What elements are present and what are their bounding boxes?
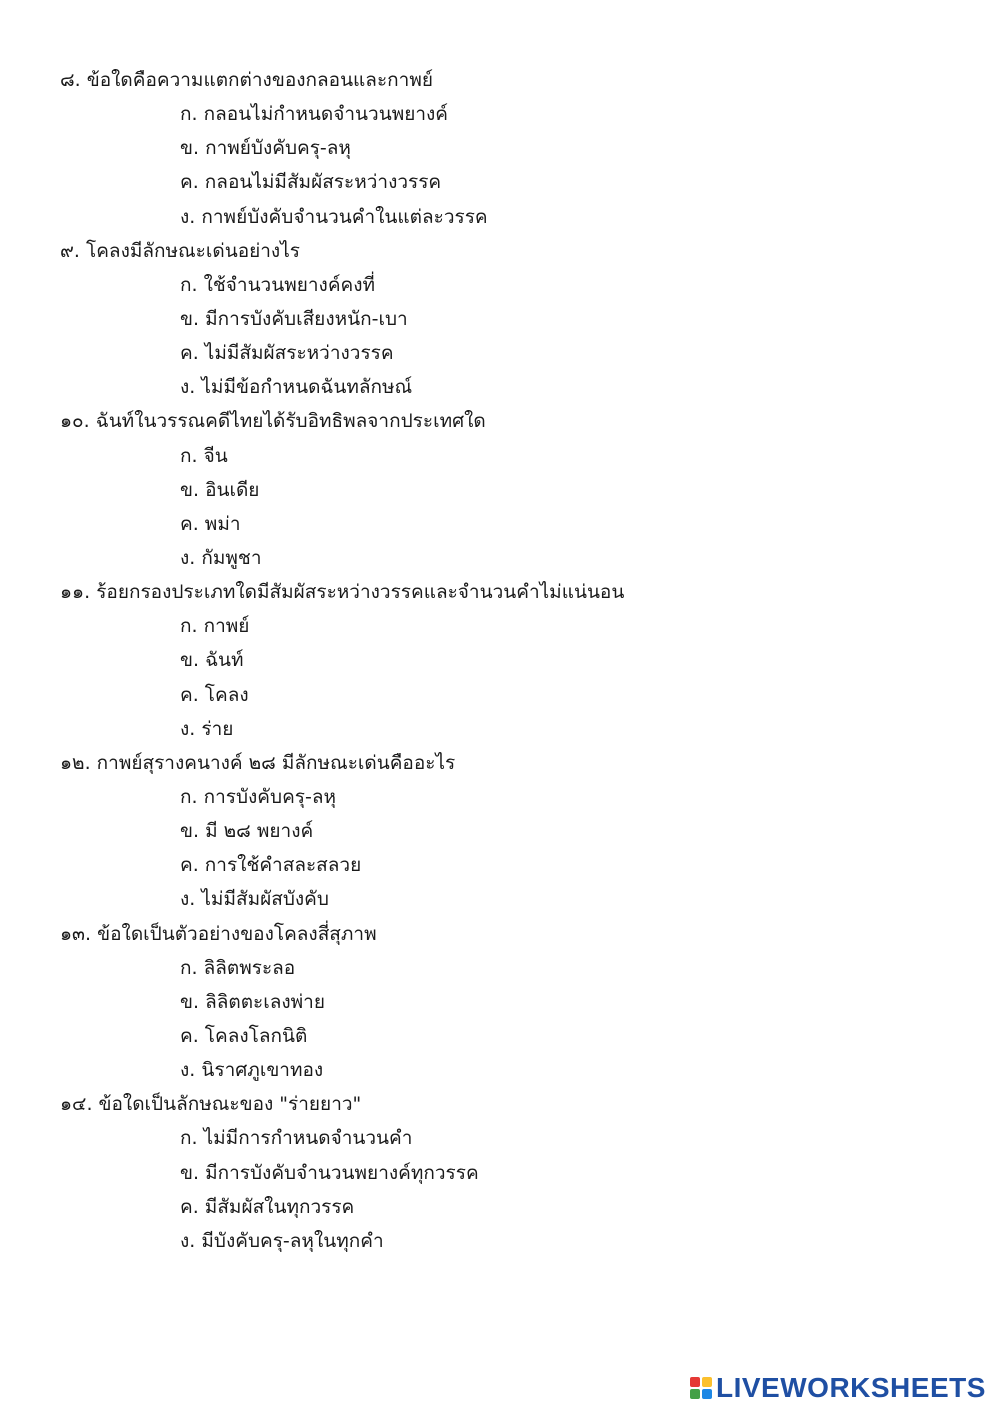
answer-option	[60, 1156, 960, 1190]
question-text: โคลงมีลักษณะเด่นอย่างไร	[86, 239, 300, 262]
option-text: ลิลิตตะเลงพ่าย	[205, 990, 325, 1013]
option-letter: ค.	[180, 683, 199, 706]
logo-mark-tile	[690, 1389, 700, 1399]
option-letter: ค.	[180, 171, 199, 194]
answer-option	[60, 1190, 960, 1224]
question-item	[60, 63, 960, 97]
answer-option	[60, 473, 960, 507]
question-item	[60, 575, 960, 609]
option-text: มีสัมผัสในทุกวรรค	[204, 1195, 355, 1218]
answer-option	[60, 541, 960, 575]
option-letter: ง.	[180, 546, 196, 569]
option-text: ลิลิตพระลอ	[203, 956, 296, 979]
option-text: ฉันท์	[205, 649, 244, 672]
option-letter: ก.	[180, 1127, 198, 1150]
option-text: ไม่มีสัมผัสระหว่างวรรค	[204, 342, 394, 365]
question-text: ฉันท์ในวรรณคดีไทยได้รับอิทธิพลจากประเทศใด	[95, 410, 486, 433]
option-text: จีน	[203, 444, 228, 467]
answer-option	[60, 1121, 960, 1155]
logo-mark-tile	[690, 1377, 700, 1387]
option-letter: ค.	[180, 512, 199, 535]
option-letter: ง.	[180, 205, 196, 228]
question-item	[60, 917, 960, 951]
liveworksheets-logo	[690, 1372, 986, 1404]
answer-option	[60, 370, 960, 404]
answer-option	[60, 336, 960, 370]
question-number: ๑๔.	[60, 1093, 93, 1116]
answer-option	[60, 609, 960, 643]
logo-mark-tile	[702, 1377, 712, 1387]
question-text: ข้อใดเป็นตัวอย่างของโคลงสี่สุภาพ	[97, 922, 377, 945]
answer-option	[60, 1224, 960, 1258]
option-letter: ง.	[180, 717, 196, 740]
option-letter: ข.	[180, 820, 200, 843]
answer-option	[60, 165, 960, 199]
option-text: การใช้คำสละสลวย	[204, 854, 362, 877]
liveworksheets-logo-text: LIVEWORKSHEETS	[716, 1372, 986, 1403]
option-text: กาพย์	[203, 615, 250, 638]
answer-option	[60, 302, 960, 336]
option-letter: ก.	[180, 444, 198, 467]
option-letter: ค.	[180, 1195, 199, 1218]
option-text: ใช้จำนวนพยางค์คงที่	[203, 273, 376, 296]
answer-option	[60, 97, 960, 131]
option-letter: ง.	[180, 1229, 196, 1252]
question-item	[60, 234, 960, 268]
option-text: ไม่มีข้อกำหนดฉันทลักษณ์	[201, 376, 413, 399]
option-letter: ง.	[180, 888, 196, 911]
option-text: มีการบังคับจำนวนพยางค์ทุกวรรค	[205, 1161, 479, 1184]
option-text: ร่าย	[201, 717, 234, 740]
answer-option	[60, 678, 960, 712]
option-letter: ก.	[180, 785, 198, 808]
option-text: การบังคับครุ-ลหุ	[203, 785, 337, 808]
option-letter: ค.	[180, 854, 199, 877]
question-text: ข้อใดคือความแตกต่างของกลอนและกาพย์	[86, 69, 433, 91]
answer-option	[60, 131, 960, 165]
option-letter: ข.	[180, 307, 200, 330]
question-number: ๑๑.	[60, 581, 91, 604]
option-letter: ค.	[180, 342, 199, 365]
option-text: พม่า	[204, 512, 241, 535]
answer-option	[60, 848, 960, 882]
option-letter: ข.	[180, 990, 200, 1013]
question-text: ข้อใดเป็นลักษณะของ "ร่ายยาว"	[98, 1093, 362, 1116]
option-letter: ง.	[180, 1059, 196, 1082]
option-letter: ข.	[180, 649, 200, 672]
question-item	[60, 1087, 960, 1121]
option-text: ไม่มีสัมผัสบังคับ	[201, 888, 329, 911]
option-text: โคลง	[204, 683, 249, 706]
option-text: ไม่มีการกำหนดจำนวนคำ	[203, 1127, 413, 1150]
option-text: กาพย์บังคับจำนวนคำในแต่ละวรรค	[201, 205, 488, 228]
answer-option	[60, 780, 960, 814]
logo-mark-tile	[702, 1389, 712, 1399]
option-text: โคลงโลกนิติ	[204, 1024, 308, 1047]
question-item	[60, 746, 960, 780]
option-text: กลอนไม่มีสัมผัสระหว่างวรรค	[204, 171, 442, 194]
question-text: ร้อยกรองประเภทใดมีสัมผัสระหว่างวรรคและจำนวนคำไม่แน่นอน	[96, 581, 625, 604]
option-text: อินเดีย	[205, 478, 260, 501]
question-item	[60, 404, 960, 438]
option-letter: ก.	[180, 273, 198, 296]
question-text: กาพย์สุรางคนางค์ ๒๘ มีลักษณะเด่นคืออะไร	[96, 751, 456, 774]
answer-option	[60, 1019, 960, 1053]
question-number: ๑๒.	[60, 751, 91, 774]
answer-option	[60, 268, 960, 302]
question-number: ๙.	[60, 239, 80, 262]
option-text: มีการบังคับเสียงหนัก-เบา	[205, 307, 408, 330]
option-letter: ง.	[180, 376, 196, 399]
question-number: ๑๓.	[60, 922, 92, 945]
answer-option	[60, 200, 960, 234]
answer-option	[60, 712, 960, 746]
option-text: กลอนไม่กำหนดจำนวนพยางค์	[203, 103, 449, 126]
answer-option	[60, 1053, 960, 1087]
answer-option	[60, 507, 960, 541]
answer-option	[60, 814, 960, 848]
answer-option	[60, 439, 960, 473]
option-letter: ข.	[180, 1161, 200, 1184]
question-list	[60, 63, 960, 1258]
question-number: ๑๐.	[60, 410, 90, 433]
option-letter: ค.	[180, 1024, 199, 1047]
option-text: กัมพูชา	[201, 546, 262, 569]
answer-option	[60, 985, 960, 1019]
answer-option	[60, 951, 960, 985]
option-letter: ก.	[180, 615, 198, 638]
question-number: ๘.	[60, 69, 81, 91]
option-text: กาพย์บังคับครุ-ลหุ	[205, 137, 351, 160]
option-letter: ข.	[180, 478, 200, 501]
answer-option	[60, 882, 960, 916]
option-text: มีบังคับครุ-ลหุในทุกคำ	[201, 1229, 384, 1252]
option-letter: ข.	[180, 137, 200, 160]
liveworksheets-logo-mark-icon	[690, 1377, 712, 1399]
option-letter: ก.	[180, 956, 198, 979]
answer-option	[60, 643, 960, 677]
option-letter: ก.	[180, 103, 198, 126]
option-text: นิราศภูเขาทอง	[201, 1059, 324, 1082]
option-text: มี ๒๘ พยางค์	[205, 820, 314, 843]
